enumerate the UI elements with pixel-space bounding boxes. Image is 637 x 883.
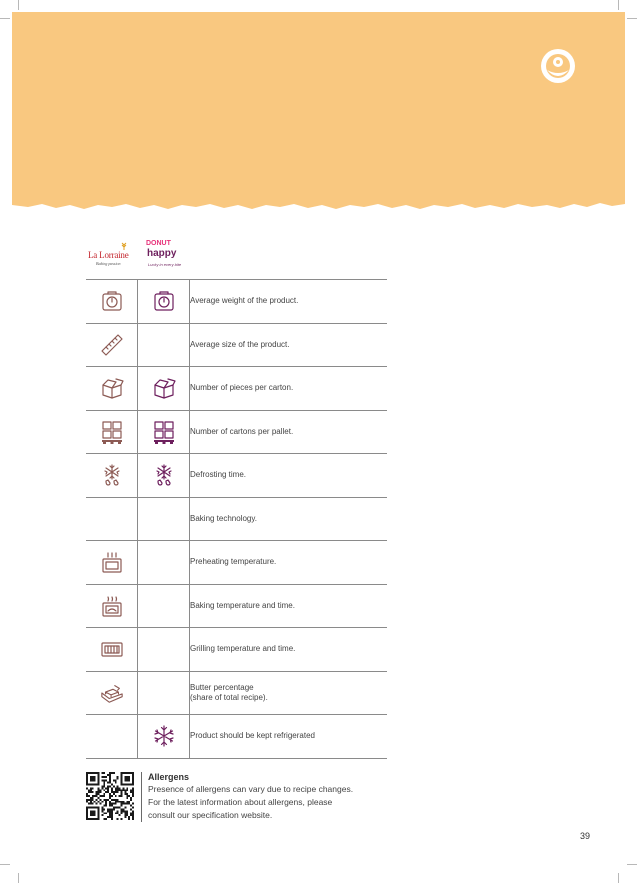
legend-description: [190, 541, 388, 585]
donut-icon-cell: [138, 671, 190, 715]
page-number: 39: [580, 831, 591, 841]
brand-logos: [88, 240, 198, 272]
butter-icon: [94, 681, 130, 705]
scale-icon: [100, 289, 124, 313]
crop-mark: [627, 18, 637, 19]
pallet-icon: [100, 420, 124, 444]
crop-mark: [18, 0, 19, 10]
la-lorraine-icon-cell: [86, 410, 138, 454]
defrost-icon: [152, 463, 176, 487]
donut-icon-cell: [138, 367, 190, 411]
legend-row: [86, 715, 387, 759]
crop-mark: [627, 864, 637, 865]
box-icon: [152, 376, 176, 400]
legend-description: [190, 497, 388, 541]
allergens-line: Presence of allergens can vary due to recipe changes.: [148, 784, 354, 794]
legend-text: Butter percentage: [190, 682, 254, 692]
legend-text: Average size of the product.: [190, 339, 290, 349]
legend-text: Product should be kept refrigerated: [190, 731, 315, 741]
donut-icon-cell: [138, 410, 190, 454]
defrost-icon: [100, 463, 124, 487]
crop-mark: [0, 864, 10, 865]
donut-icon-cell: [138, 584, 190, 628]
legend-row: [86, 454, 387, 498]
crop-mark: [618, 873, 619, 883]
la-lorraine-icon-cell: [86, 715, 138, 759]
allergens-line: consult our specification website.: [148, 810, 273, 820]
qr-code[interactable]: [86, 772, 134, 820]
donut-icon-cell: [138, 541, 190, 585]
legend-row: [86, 541, 387, 585]
legend-description: [190, 628, 388, 672]
allergens-line: For the latest information about allergens, please: [148, 797, 333, 807]
donut-icon-cell: [138, 715, 190, 759]
allergens-title: Allergens: [148, 772, 190, 782]
la-lorraine-icon-cell: [86, 367, 138, 411]
la-lorraine-icon-cell: [86, 628, 138, 672]
pallet-icon: [152, 420, 176, 444]
legend-text: Defrosting time.: [190, 470, 247, 480]
legend-row: [86, 367, 387, 411]
legend-row: [86, 280, 387, 324]
la-lorraine-icon-cell: [86, 671, 138, 715]
la-lorraine-icon-cell: [86, 454, 138, 498]
legend-description: [190, 367, 388, 411]
la-lorraine-logo: [88, 244, 140, 270]
legend-row: [86, 671, 387, 715]
legend-row: [86, 410, 387, 454]
legend-row: [86, 323, 387, 367]
icon-legend-table: [86, 279, 387, 759]
scale-icon: [152, 289, 176, 313]
brand-logo-icon: [538, 48, 578, 84]
la-lorraine-icon-cell: [86, 323, 138, 367]
ruler-icon: [100, 333, 124, 357]
la-lorraine-icon-cell: [86, 584, 138, 628]
la-lorraine-icon-cell: [86, 541, 138, 585]
la-lorraine-tagline: Baking passion: [96, 261, 121, 266]
la-lorraine-icon-cell: [86, 280, 138, 324]
legend-description: [190, 454, 388, 498]
donut-happy-logo: [146, 240, 182, 272]
crop-mark: [0, 18, 10, 19]
legend-description: [190, 280, 388, 324]
donut-icon-cell: [138, 454, 190, 498]
preheat-oven-icon: [100, 550, 124, 574]
legend-row: [86, 584, 387, 628]
donut-icon-cell: [138, 280, 190, 324]
la-lorraine-icon-cell: [86, 497, 138, 541]
donut-wordmark: DONUT: [146, 240, 171, 247]
legend-text: Number of pieces per carton.: [190, 383, 294, 393]
legend-description: [190, 584, 388, 628]
legend-text: Grilling temperature and time.: [190, 644, 296, 654]
legend-row: [86, 497, 387, 541]
legend-description: [190, 410, 388, 454]
baking-oven-icon: [100, 594, 124, 618]
la-lorraine-wordmark: La Lorraine: [88, 250, 129, 260]
legend-text: Baking technology.: [190, 513, 258, 523]
legend-description: [190, 323, 388, 367]
legend-text: Baking temperature and time.: [190, 600, 295, 610]
grill-icon: [100, 637, 124, 661]
allergens-note: [141, 772, 408, 822]
legend-description: [190, 715, 388, 759]
box-icon: [100, 376, 124, 400]
donut-icon-cell: [138, 497, 190, 541]
legend-text: Number of cartons per pallet.: [190, 426, 294, 436]
wheat-icon: [120, 242, 128, 250]
legend-row: [86, 628, 387, 672]
legend-text: Average weight of the product.: [190, 296, 299, 306]
legend-description: [190, 671, 388, 715]
donut-tagline: Lucky in every bite: [148, 262, 182, 267]
snowflake-icon: [152, 724, 176, 748]
donut-icon-cell: [138, 628, 190, 672]
legend-text-secondary: (share of total recipe).: [190, 692, 268, 702]
happy-wordmark: happy: [147, 248, 177, 259]
crop-mark: [18, 873, 19, 883]
crop-mark: [618, 0, 619, 10]
header-banner: [12, 12, 625, 217]
legend-text: Preheating temperature.: [190, 557, 277, 567]
donut-icon-cell: [138, 323, 190, 367]
